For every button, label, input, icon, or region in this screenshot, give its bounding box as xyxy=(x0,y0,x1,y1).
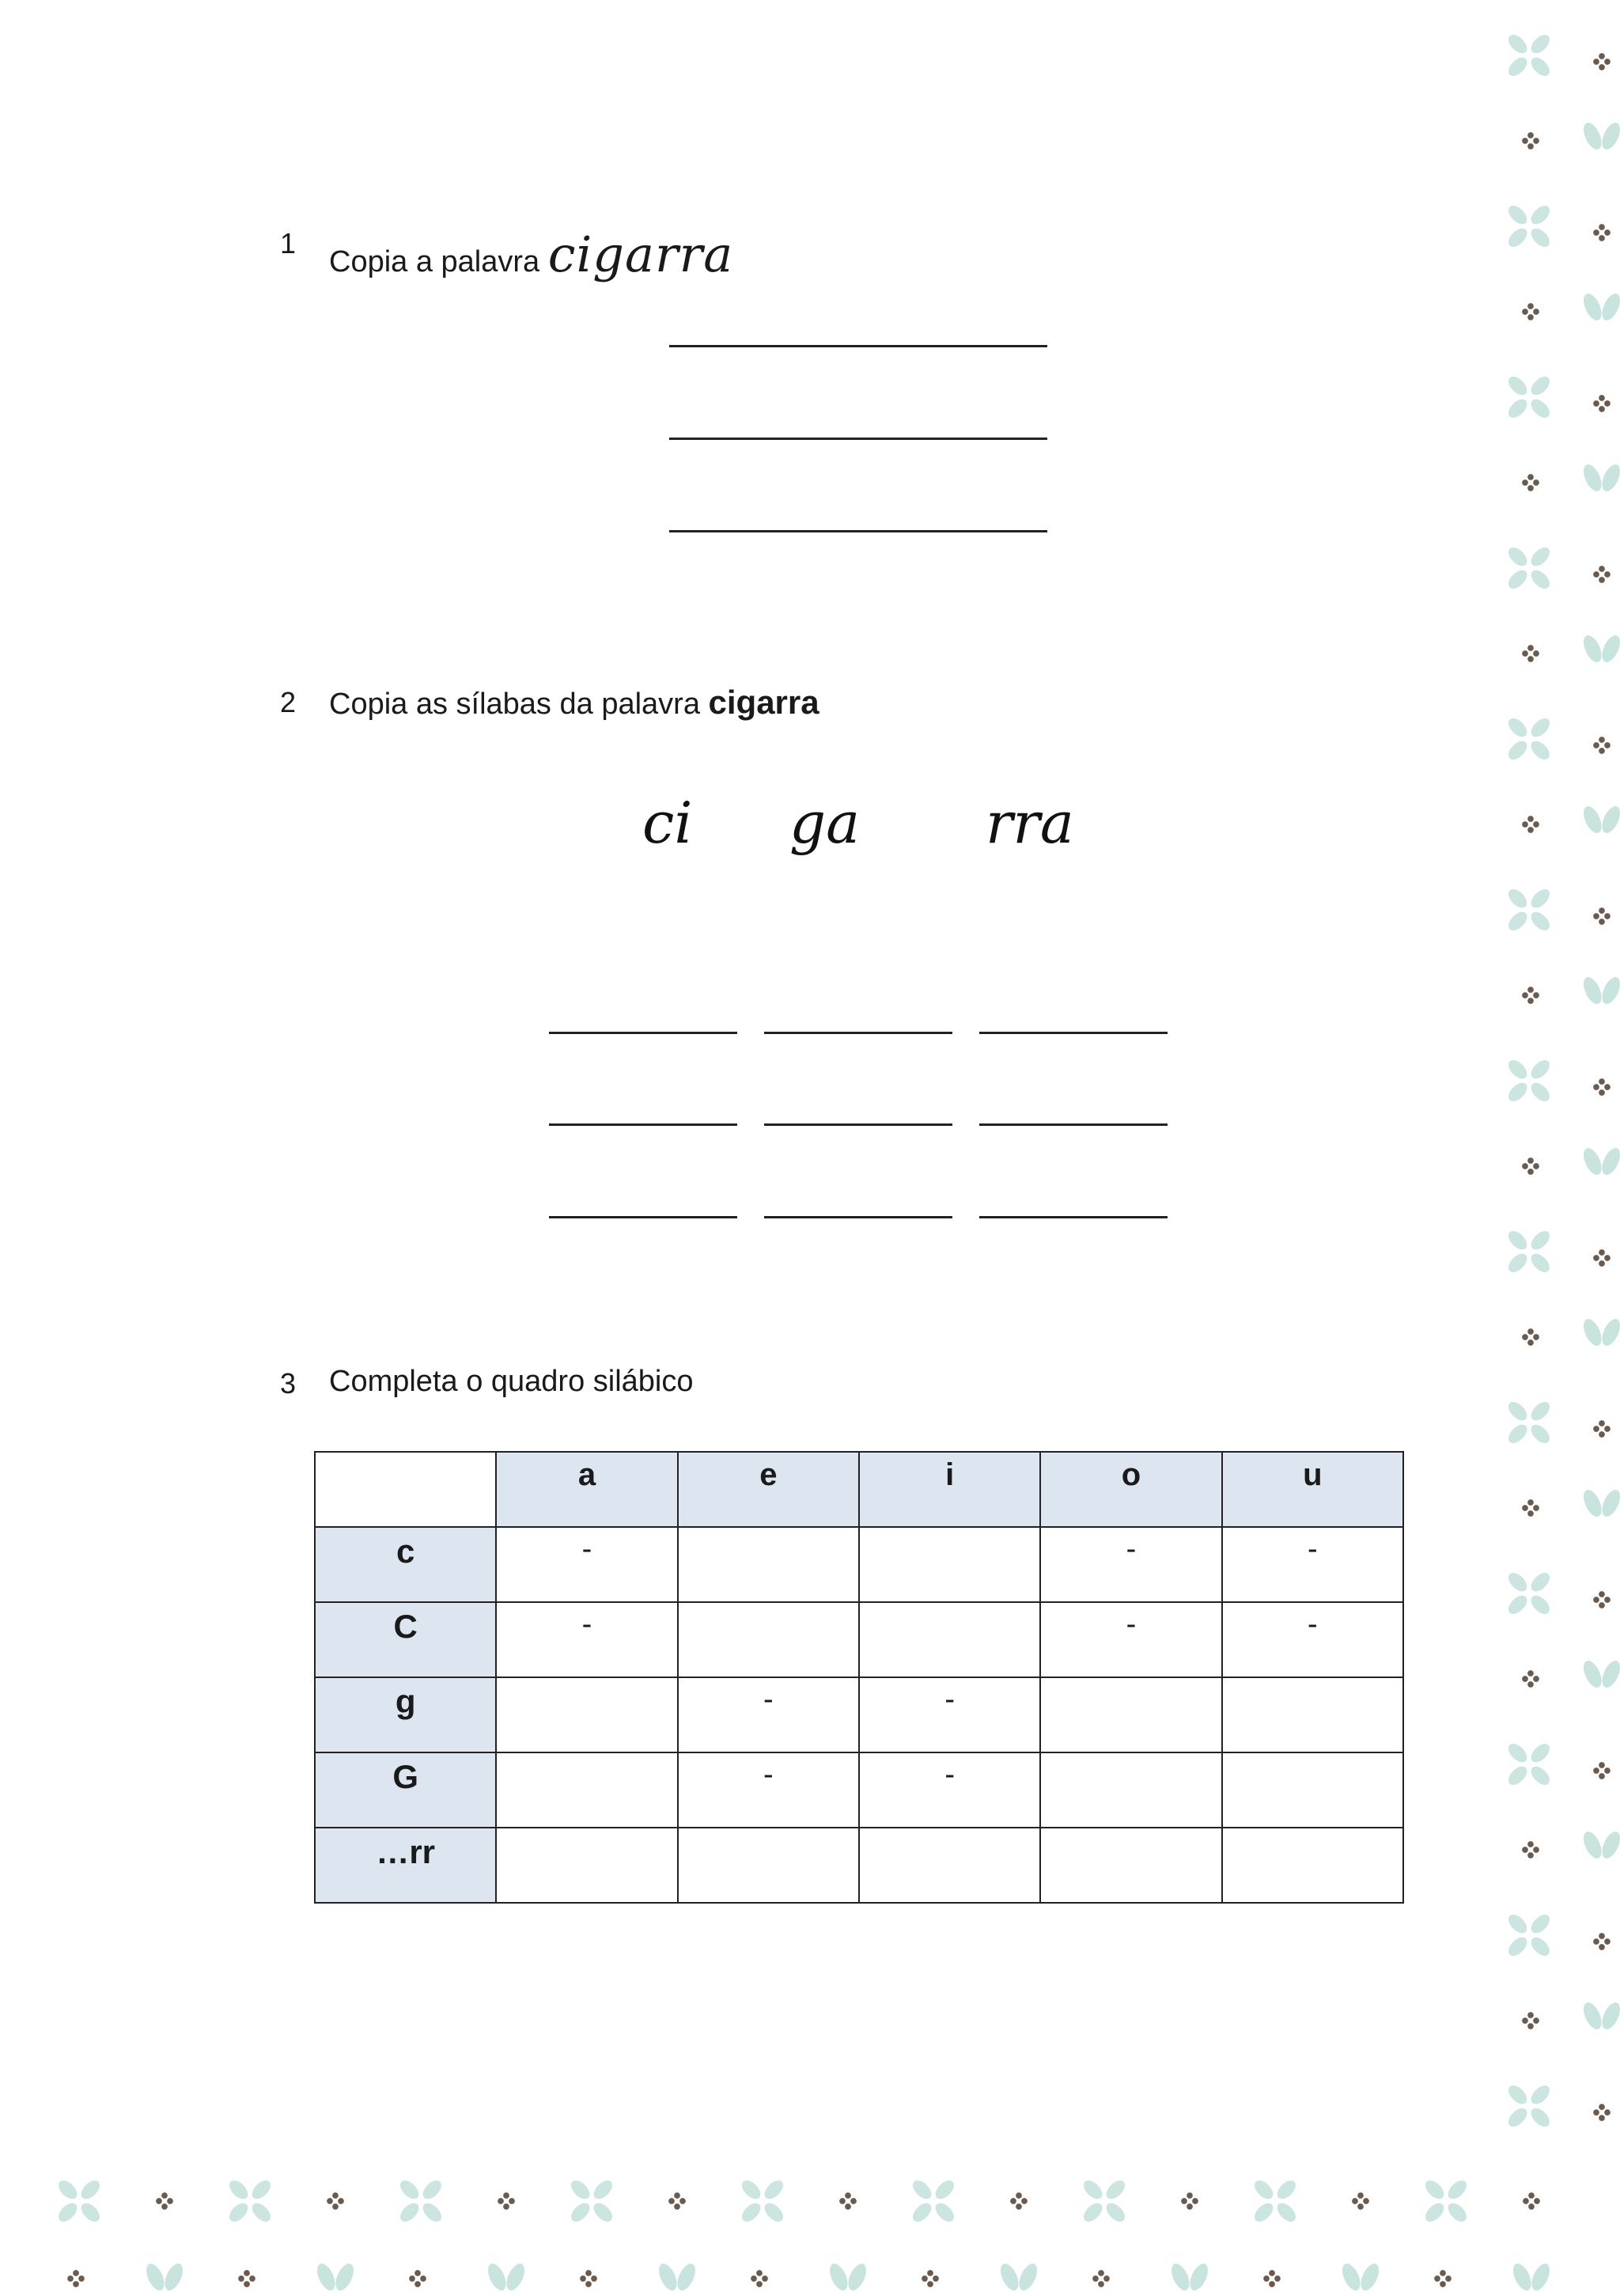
table-corner-cell xyxy=(315,1452,496,1527)
small-flower-icon xyxy=(1593,737,1611,754)
clover-ornament-icon xyxy=(1505,886,1554,934)
syllable-rra: rra xyxy=(986,790,1074,856)
table-cell[interactable]: - xyxy=(1222,1527,1403,1602)
floral-border-right xyxy=(1499,0,1620,2292)
writing-line[interactable] xyxy=(549,1123,737,1126)
table-cell[interactable] xyxy=(859,1602,1040,1677)
table-cell[interactable] xyxy=(496,1677,677,1752)
writing-line[interactable] xyxy=(764,1032,952,1034)
leaf-ornament-icon xyxy=(1580,2000,1620,2033)
table-cell[interactable]: - xyxy=(1222,1602,1403,1677)
leaf-ornament-icon xyxy=(826,2261,869,2292)
clover-ornament-icon xyxy=(1505,203,1554,251)
small-flower-icon xyxy=(238,2270,255,2287)
small-flower-icon xyxy=(668,2192,686,2210)
small-flower-icon xyxy=(839,2192,857,2210)
table-cell[interactable]: - xyxy=(859,1677,1040,1752)
small-flower-icon xyxy=(751,2270,768,2287)
table-cell[interactable] xyxy=(1222,1752,1403,1828)
small-flower-icon xyxy=(1593,907,1611,925)
small-flower-icon xyxy=(1593,1249,1611,1267)
question-1-word: cigarra xyxy=(547,225,734,283)
table-cell[interactable] xyxy=(678,1828,859,1903)
clover-ornament-icon xyxy=(1505,1228,1554,1276)
small-flower-icon xyxy=(1593,566,1611,583)
writing-line[interactable] xyxy=(549,1216,737,1218)
small-flower-icon xyxy=(1522,987,1539,1004)
small-flower-icon xyxy=(1263,2270,1281,2287)
table-row xyxy=(315,1602,1403,1677)
clover-ornament-icon xyxy=(1505,1057,1554,1105)
table-cell[interactable] xyxy=(678,1527,859,1602)
small-flower-icon xyxy=(580,2270,597,2287)
clover-ornament-icon xyxy=(226,2177,274,2226)
small-flower-icon xyxy=(1522,2012,1539,2029)
small-flower-icon xyxy=(498,2192,515,2210)
leaf-ornament-icon xyxy=(1580,975,1620,1007)
writing-line[interactable] xyxy=(669,345,1047,347)
question-3-text: Completa o quadro silábico xyxy=(329,1365,694,1398)
small-flower-icon xyxy=(1593,1078,1611,1096)
row-header: c xyxy=(315,1527,496,1602)
question-1-number: 1 xyxy=(280,227,297,260)
leaf-ornament-icon xyxy=(313,2261,357,2292)
row-header: G xyxy=(315,1752,496,1828)
column-header: a xyxy=(496,1452,677,1527)
clover-ornament-icon xyxy=(1505,2082,1554,2131)
small-flower-icon xyxy=(1522,474,1539,491)
small-flower-icon xyxy=(1522,1328,1539,1346)
table-cell[interactable] xyxy=(859,1527,1040,1602)
leaf-ornament-icon xyxy=(1580,633,1620,665)
small-flower-icon xyxy=(1593,224,1611,241)
table-row xyxy=(315,1828,1403,1903)
leaf-ornament-icon xyxy=(1168,2261,1211,2292)
small-flower-icon xyxy=(1593,395,1611,412)
clover-ornament-icon xyxy=(1505,1570,1554,1618)
small-flower-icon xyxy=(156,2192,173,2210)
small-flower-icon xyxy=(1593,2104,1611,2121)
clover-ornament-icon xyxy=(1505,1399,1554,1447)
small-flower-icon xyxy=(1593,53,1611,70)
table-cell[interactable]: - xyxy=(1040,1527,1221,1602)
small-flower-icon xyxy=(1593,1933,1611,1950)
column-header: u xyxy=(1222,1452,1403,1527)
clover-ornament-icon xyxy=(1422,2177,1470,2226)
table-row xyxy=(315,1752,1403,1828)
leaf-ornament-icon xyxy=(997,2261,1040,2292)
question-2-number: 2 xyxy=(280,686,297,718)
writing-line[interactable] xyxy=(669,530,1047,532)
floral-pattern-icon xyxy=(0,2168,1620,2292)
small-flower-icon xyxy=(1522,132,1539,150)
small-flower-icon xyxy=(409,2270,426,2287)
table-cell[interactable]: - xyxy=(678,1752,859,1828)
small-flower-icon xyxy=(67,2270,85,2287)
question-2-instruction: Copia as sílabas da palavra xyxy=(329,688,700,721)
column-header: e xyxy=(678,1452,859,1527)
leaf-ornament-icon xyxy=(1580,1317,1620,1349)
small-flower-icon xyxy=(1522,645,1539,662)
table-cell[interactable] xyxy=(1040,1752,1221,1828)
leaf-ornament-icon xyxy=(1580,1829,1620,1862)
table-header-row xyxy=(315,1452,1403,1527)
small-flower-icon xyxy=(327,2192,344,2210)
row-header: …rr xyxy=(315,1828,496,1903)
column-header: i xyxy=(859,1452,1040,1527)
clover-ornament-icon xyxy=(1251,2177,1300,2226)
floral-pattern-icon xyxy=(1499,0,1620,2292)
clover-ornament-icon xyxy=(1505,544,1554,593)
writing-line[interactable] xyxy=(764,1216,952,1218)
clover-ornament-icon xyxy=(1081,2177,1129,2226)
writing-line[interactable] xyxy=(549,1032,737,1034)
small-flower-icon xyxy=(1522,1157,1539,1175)
small-flower-icon xyxy=(1522,816,1539,833)
small-flower-icon xyxy=(1010,2192,1028,2210)
small-flower-icon xyxy=(1522,303,1539,320)
leaf-ornament-icon xyxy=(1580,1487,1620,1520)
column-header: o xyxy=(1040,1452,1221,1527)
leaf-ornament-icon xyxy=(1338,2261,1382,2292)
clover-ornament-icon xyxy=(568,2177,616,2226)
clover-ornament-icon xyxy=(55,2177,104,2226)
syllable-ga: ga xyxy=(789,790,861,856)
leaf-ornament-icon xyxy=(1580,120,1620,153)
leaf-ornament-icon xyxy=(1580,804,1620,836)
writing-line[interactable] xyxy=(669,438,1047,440)
question-2-text xyxy=(329,684,819,722)
small-flower-icon xyxy=(1522,1499,1539,1517)
writing-line[interactable] xyxy=(979,1032,1168,1034)
clover-ornament-icon xyxy=(1505,715,1554,763)
table-cell[interactable]: - xyxy=(496,1602,677,1677)
leaf-ornament-icon xyxy=(484,2261,528,2292)
row-header: g xyxy=(315,1677,496,1752)
writing-line[interactable] xyxy=(979,1123,1168,1126)
leaf-ornament-icon xyxy=(1509,2261,1553,2292)
table-cell[interactable]: - xyxy=(859,1752,1040,1828)
clover-ornament-icon xyxy=(1505,1911,1554,1960)
small-flower-icon xyxy=(1181,2192,1198,2210)
row-header: C xyxy=(315,1602,496,1677)
table-cell[interactable]: - xyxy=(496,1527,677,1602)
clover-ornament-icon xyxy=(1505,1741,1554,1789)
small-flower-icon xyxy=(1434,2270,1452,2287)
writing-line[interactable] xyxy=(764,1123,952,1126)
small-flower-icon xyxy=(1593,1420,1611,1438)
clover-ornament-icon xyxy=(397,2177,445,2226)
question-1-text xyxy=(329,225,733,283)
table-cell[interactable] xyxy=(859,1828,1040,1903)
clover-ornament-icon xyxy=(1505,373,1554,422)
clover-ornament-icon xyxy=(739,2177,787,2226)
small-flower-icon xyxy=(1352,2192,1369,2210)
small-flower-icon xyxy=(922,2270,939,2287)
small-flower-icon xyxy=(1523,2192,1540,2210)
syllable-table xyxy=(314,1451,1404,1904)
syllable-ci: ci xyxy=(642,790,693,856)
small-flower-icon xyxy=(1092,2270,1110,2287)
table-cell[interactable] xyxy=(678,1602,859,1677)
leaf-ornament-icon xyxy=(1580,1658,1620,1691)
small-flower-icon xyxy=(1593,1762,1611,1779)
leaf-ornament-icon xyxy=(1580,1146,1620,1178)
table-cell[interactable] xyxy=(1040,1677,1221,1752)
table-cell[interactable] xyxy=(496,1828,677,1903)
small-flower-icon xyxy=(1593,1591,1611,1608)
writing-line[interactable] xyxy=(979,1216,1168,1218)
table-cell[interactable]: - xyxy=(1040,1602,1221,1677)
question-2-word: cigarra xyxy=(708,684,819,721)
leaf-ornament-icon xyxy=(142,2261,186,2292)
small-flower-icon xyxy=(1522,1670,1539,1688)
question-3-number: 3 xyxy=(280,1367,297,1400)
table-row xyxy=(315,1677,1403,1752)
table-cell[interactable] xyxy=(1222,1828,1403,1903)
table-cell[interactable] xyxy=(1222,1677,1403,1752)
floral-border-bottom xyxy=(0,2168,1620,2292)
leaf-ornament-icon xyxy=(1580,462,1620,494)
table-row xyxy=(315,1527,1403,1602)
table-cell[interactable] xyxy=(1040,1828,1221,1903)
clover-ornament-icon xyxy=(1505,32,1554,80)
question-1-instruction: Copia a palavra xyxy=(329,245,540,278)
leaf-ornament-icon xyxy=(655,2261,698,2292)
table-cell[interactable]: - xyxy=(678,1677,859,1752)
small-flower-icon xyxy=(1522,1841,1539,1858)
leaf-ornament-icon xyxy=(1580,291,1620,324)
table-cell[interactable] xyxy=(496,1752,677,1828)
clover-ornament-icon xyxy=(910,2177,958,2226)
